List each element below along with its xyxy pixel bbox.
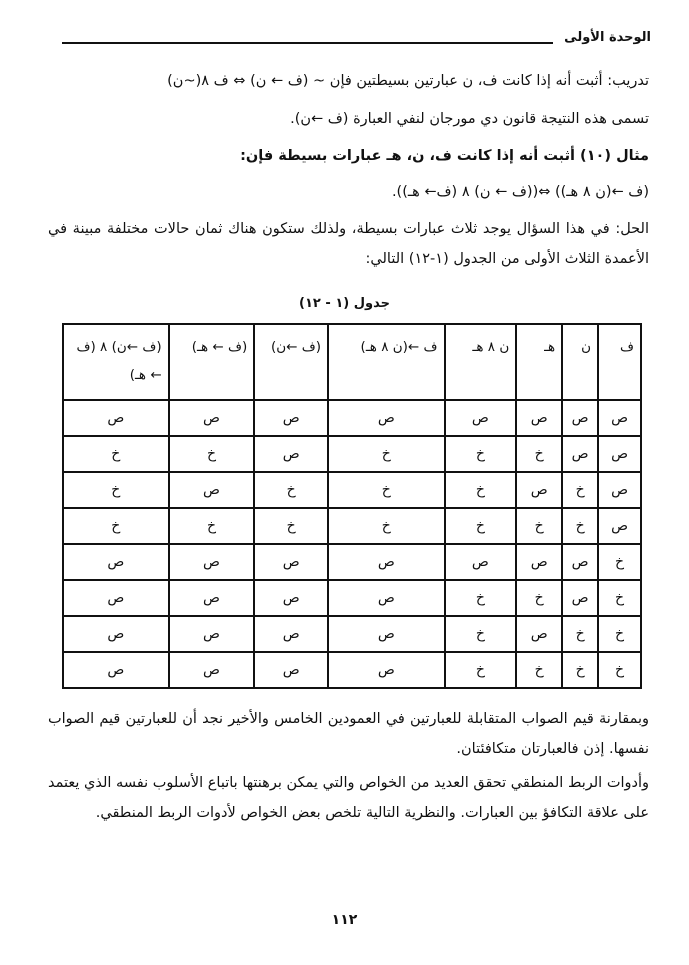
header-cell: (ف ←ن) ٨ (ف ← هـ) [63,324,169,400]
table-cell: خ [516,652,562,688]
table-cell: خ [562,652,598,688]
header-cell: ن [562,324,598,400]
table-cell: ص [516,472,562,508]
connectives-text: وأدوات الربط المنطقي تحقق العديد من الخواص والتي يمكن برهنتها باتباع الأسلوب نفسه الذي يعتمد على علاقة التكافؤ بين العبارات. والنظرية التالية تلخص بعض الخواص لأدوات الربط المنطقي. [48,775,649,821]
header-cell: (ف ← هـ) [169,324,255,400]
table-cell: ص [169,616,255,652]
table-cell: ص [598,400,641,436]
header-cell: ف ←(ن ٨ هـ) [328,324,444,400]
exercise-text: تدريب: أثبت أنه إذا كانت ف، ن عبارتين بسيطتين فإن ~ (ف ← ن) ⇔ ف ٨(~ن) [167,73,649,89]
table-cell: خ [254,508,328,544]
example-formula: (ف ←(ن ٨ هـ)) ⇔((ف ← ن) ٨ (ف← هـ)). [391,184,649,200]
table-cell: خ [562,472,598,508]
page-header [62,30,651,48]
table-cell: خ [63,472,169,508]
table-cell: ص [328,652,444,688]
table-row [63,436,641,472]
table-cell: ص [562,436,598,472]
table-cell: ص [328,544,444,580]
table-cell: خ [254,472,328,508]
table-cell: ص [169,580,255,616]
table-cell: ص [562,580,598,616]
table-row [63,580,641,616]
table-cell: ص [254,616,328,652]
table-cell: ص [63,544,169,580]
table-caption: جدول (١ - ١٢) [299,296,390,311]
chapter-title: الوحدة الأولى [564,30,651,45]
table-cell: ص [254,436,328,472]
header-cell: ف [598,324,641,400]
table-cell: ص [169,472,255,508]
table-cell: ص [63,400,169,436]
table-row [63,472,641,508]
table-row [63,652,641,688]
table-cell: ص [516,616,562,652]
table-cell: خ [598,652,641,688]
table-cell: خ [445,508,517,544]
table-cell: خ [445,616,517,652]
table-cell: خ [562,508,598,544]
table-cell: خ [598,616,641,652]
de-morgan-text: تسمى هذه النتيجة قانون دي مورجان لنفي العبارة (ف ←ن). [290,111,649,127]
table-cell: خ [445,436,517,472]
table-cell: ص [63,616,169,652]
table-cell: خ [445,580,517,616]
table-cell: ص [598,472,641,508]
table-cell: ص [516,544,562,580]
table-cell: ص [169,400,255,436]
table-row [63,544,641,580]
table-row [63,508,641,544]
table-cell: خ [328,508,444,544]
table-cell: خ [445,652,517,688]
table-row [63,400,641,436]
header-cell: هـ [516,324,562,400]
table-cell: خ [516,436,562,472]
table-cell: خ [598,580,641,616]
table-cell: خ [169,508,255,544]
table-cell: ص [63,580,169,616]
table-cell: ص [63,652,169,688]
table-cell: خ [516,580,562,616]
table-cell: خ [598,544,641,580]
table-cell: ص [516,400,562,436]
table-cell: ص [328,616,444,652]
table-cell: خ [328,436,444,472]
table-cell: خ [516,508,562,544]
table-cell: خ [445,472,517,508]
table-cell: ص [562,544,598,580]
table-cell: خ [328,472,444,508]
table-header-row [63,324,641,400]
table-cell: ص [254,544,328,580]
truth-table [62,323,642,689]
table-cell: ص [445,400,517,436]
table-cell: خ [562,616,598,652]
table-row [63,616,641,652]
solution-text: الحل: في هذا السؤال يوجد ثلاث عبارات بسيطة، ولذلك ستكون هناك ثمان حالات مختلفة مبينة في الأعمدة الثلاث الأولى من الجدول (١-١٢) التالي: [48,221,649,267]
table-cell: ص [254,580,328,616]
table-cell: خ [169,436,255,472]
header-cell: ن ٨ هـ [445,324,517,400]
table-cell: ص [598,436,641,472]
table-cell: ص [445,544,517,580]
table-cell: ص [254,652,328,688]
example-title: مثال (١٠) أثبت أنه إذا كانت ف، ن، هـ عبارات بسيطة فإن: [240,148,649,164]
page-number: ١١٢ [331,912,358,928]
comparison-text: وبمقارنة قيم الصواب المتقابلة للعبارتين في العمودين الخامس والأخير نجد أن للعبارتين قيم الصواب نفسها. إذن فالعبارتان متكافئتان. [48,711,649,757]
table-cell: ص [254,400,328,436]
table-cell: خ [63,436,169,472]
table-cell: ص [328,400,444,436]
table-cell: ص [598,508,641,544]
table-cell: ص [169,652,255,688]
table-cell: ص [328,580,444,616]
table-cell: ص [169,544,255,580]
table-cell: ص [562,400,598,436]
table-cell: خ [63,508,169,544]
header-rule [62,42,553,44]
header-cell: (ف ←ن) [254,324,328,400]
